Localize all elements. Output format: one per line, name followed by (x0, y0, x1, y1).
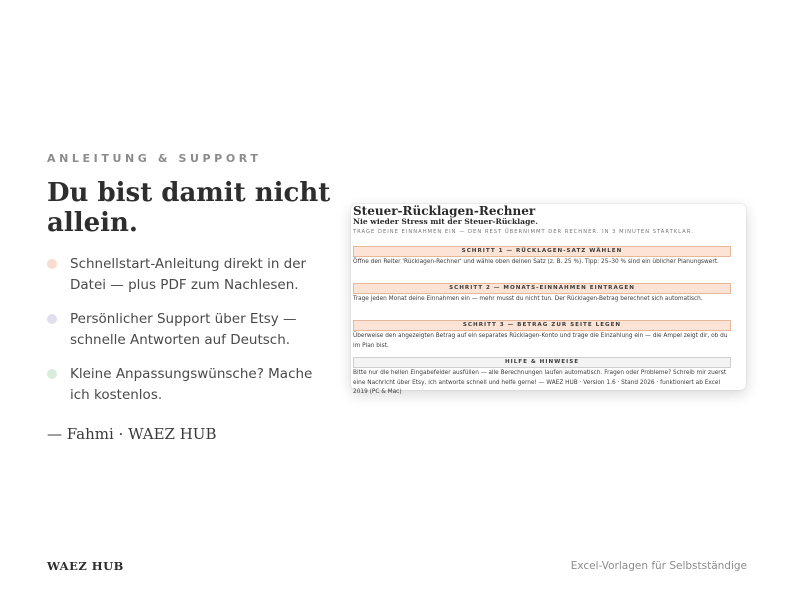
help-heading: HILFE & HINWEISE (353, 357, 731, 368)
feature-item-customization (47, 364, 317, 405)
feature-item-guide (47, 254, 317, 295)
step-1-heading: SCHRITT 1 — RÜCKLAGEN-SATZ WÄHLEN (353, 246, 731, 257)
feature-text: Schnellstart-Anleitung direkt in der Datei — plus PDF zum Nachlesen. (70, 256, 307, 293)
preview-caption: TRAGE DEINE EINNAHMEN EIN — DEN REST ÜBERNIMMT DER RECHNER. IN 3 MINUTEN STARTKLAR. (353, 229, 694, 235)
step-2-heading: SCHRITT 2 — MONATS-EINNAHMEN EINTRAGEN (353, 283, 731, 294)
step-2-text: Trage jeden Monat deine Einnahmen ein — mehr musst du nicht tun. Der Rücklagen-Betrag berechnet sich automatisch. (353, 296, 703, 302)
step-3-heading: SCHRITT 3 — BETRAG ZUR SEITE LEGEN (353, 320, 731, 331)
feature-item-support (47, 309, 317, 350)
feature-text: Kleine Anpassungswünsche? Mache ich kostenlos. (70, 366, 313, 403)
section-eyebrow: ANLEITUNG & SUPPORT (47, 152, 262, 165)
bullet-dot-icon (47, 369, 57, 379)
page-headline: Du bist damit nicht allein. (47, 178, 331, 238)
footer-brand-logo: WAEZ HUB (47, 559, 124, 573)
feature-text: Persönlicher Support über Etsy — schnelle Antworten auf Deutsch. (70, 311, 297, 348)
preview-title: Steuer-Rücklagen-Rechner (353, 204, 536, 218)
bullet-dot-icon (47, 314, 57, 324)
bullet-dot-icon (47, 259, 57, 269)
feature-list (47, 254, 317, 419)
spreadsheet-preview-card (351, 204, 746, 395)
step-1-text: Öffne den Reiter 'Rücklagen-Rechner' und wähle oben deinen Satz (z. B. 25 %). Tipp: 25–30 % sind ein üblicher Planungswert. (353, 259, 719, 265)
author-signature: — Fahmi · WAEZ HUB (47, 425, 217, 443)
help-text: Bitte nur die hellen Eingabefelder ausfüllen — alle Berechnungen laufen automatisch. Fragen oder Probleme? Schreib mir zuerst eine Nachricht über Etsy, ich antworte schnell und helfe gerne! — WAEZ HUB · Version 1.6 · Stand 2026 · funktioniert ab Excel 2019 (PC & Mac) (353, 370, 726, 395)
step-3-text: Überweise den angezeigten Betrag auf ein separates Rücklagen-Konto und trage die Einzahlung ein — die Ampel zeigt dir, ob du im Plan bist. (353, 333, 728, 349)
footer-tagline: Excel-Vorlagen für Selbstständige (570, 560, 747, 572)
preview-subtitle: Nie wieder Stress mit der Steuer-Rücklage. (353, 217, 538, 226)
